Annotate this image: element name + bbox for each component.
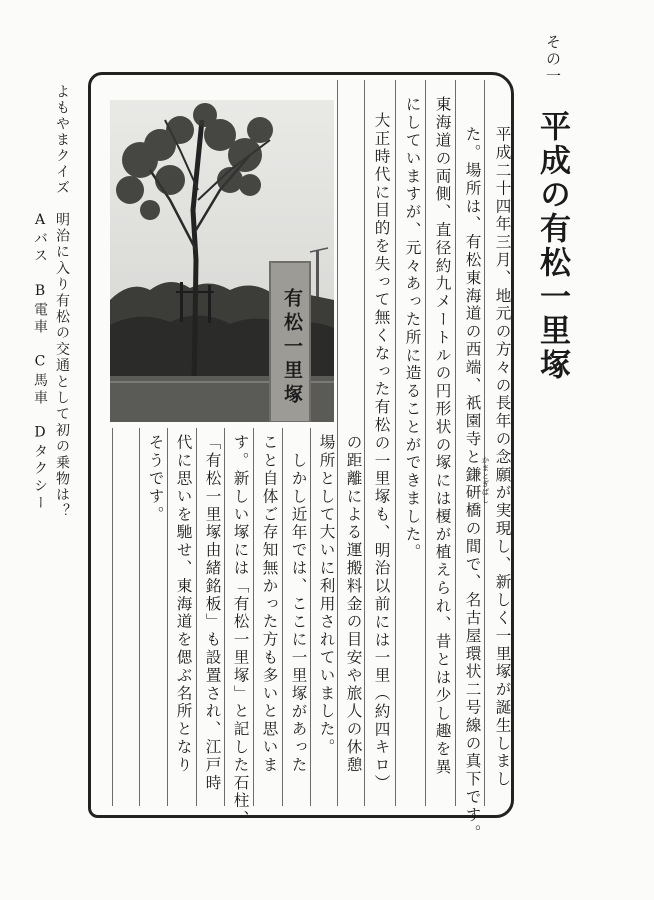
stone-pillar-inscription: 有松一里塚 [281, 288, 303, 408]
article-column-2: た。場所は、有松東海道の西端、祇園寺と鎌研橋の間で、名古屋環状二号線の真下です。 [463, 126, 482, 842]
article-column-3: 東海道の両側、直径約九メートルの円形状の塚には榎が植えられ、昔とは少し趣を異 [433, 96, 452, 777]
quiz-header: よもやまクイズ [54, 84, 70, 196]
ichirizuka-photo [110, 100, 334, 422]
page-title: 平成の有松一里塚 [534, 110, 570, 382]
article-column-1: 平成二十四年三月、地元の方々の長年の念願が実現し、新しく一里塚が誕生しまし [493, 126, 512, 789]
article-column-9: こと自体ご存知無かった方も多いと思いま [260, 434, 279, 775]
article-column-5: 大正時代に目的を失って無くなった有松の一里塚も、明治以前には一里（約四キロ） [372, 112, 391, 793]
furigana-kamatogibashi: かまとぎばし [481, 456, 490, 504]
page-subtitle: その一 [544, 34, 562, 85]
article-column-6: の距離による運搬料金の目安や旅人の休憩 [344, 434, 363, 775]
article-column-13: そうです。 [146, 434, 165, 524]
article-column-10: す。新しい塚には「有松一里塚」と記した石柱、 [231, 434, 250, 828]
article-column-7: 場所として大いに利用されていました。 [317, 434, 336, 757]
article-column-4: にしていますが、元々あった所に造ることができました。 [403, 96, 422, 562]
quiz-question: 明治に入り有松の交通として初の乗物は？ [54, 212, 70, 520]
article-column-8: しかし近年では、ここに一里塚があった [289, 452, 308, 775]
quiz-options: Aバス B電車 C馬車 Dタクシー [32, 212, 48, 513]
article-column-11: 「有松一里塚由緒銘板」も設置され、江戸時 [203, 434, 222, 792]
article-column-12: 代に思いを馳せ、東海道を偲ぶ名所となり [174, 434, 193, 775]
